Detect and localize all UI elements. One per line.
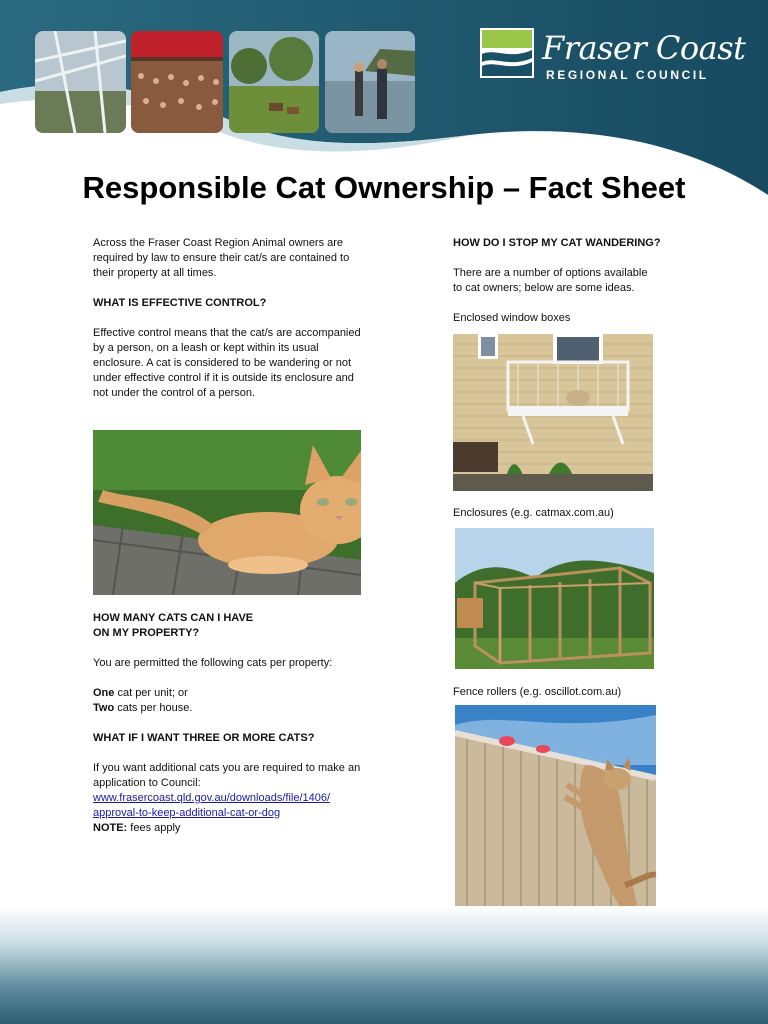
one-cat-per-unit-line — [93, 686, 365, 701]
how-many-cats-heading-line2: ON MY PROPERTY? — [93, 627, 200, 639]
left-column-lower — [93, 611, 365, 836]
right-column — [453, 236, 668, 326]
application-link[interactable]: www.frasercoast.qld.gov.au/downloads/file/1406/ — [93, 792, 331, 804]
logo-name-text: Fraser Coast — [542, 29, 746, 67]
ginger-cat-photo — [93, 430, 361, 595]
countryside-horses-photo — [229, 31, 319, 133]
intro-paragraph: Across the Fraser Coast Region Animal owners are required by law to ensure their cat/s are contained to their property at all times. — [93, 237, 350, 279]
theatre-audience-photo — [131, 31, 223, 133]
logo-subtitle-text: REGIONAL COUNCIL — [546, 68, 709, 82]
window-box-caption: Enclosed window boxes — [453, 312, 571, 324]
enclosure-photo — [455, 528, 654, 669]
one-rest: cat per unit; or — [114, 687, 188, 699]
two-cats-per-house-line — [93, 701, 365, 716]
note-rest: fees apply — [127, 822, 181, 834]
fraser-coast-logo — [480, 28, 750, 88]
footer-gradient — [0, 906, 768, 1024]
effective-control-heading: WHAT IS EFFECTIVE CONTROL? — [93, 297, 267, 309]
stop-wandering-heading: HOW DO I STOP MY CAT WANDERING? — [453, 237, 661, 249]
fence-roller-photo — [455, 705, 656, 925]
permitted-cats-text: You are permitted the following cats per property: — [93, 657, 333, 669]
beach-couple-photo — [325, 31, 415, 133]
roller-caption-wrap — [453, 685, 668, 700]
enclosure-caption-wrap — [453, 506, 668, 521]
two-label: Two — [93, 702, 115, 714]
three-or-more-heading: WHAT IF I WANT THREE OR MORE CATS? — [93, 732, 315, 744]
fence-roller-caption: Fence rollers (e.g. oscillot.com.au) — [453, 686, 622, 698]
two-rest: cats per house. — [114, 702, 193, 714]
one-label: One — [93, 687, 115, 699]
effective-control-paragraph: Effective control means that the cat/s are accompanied by a person, on a leash or kept within its usual enclosure. A cat is considered to be wandering or not under effective control if it is outside its enclosure and not under the control of a person. — [93, 327, 361, 399]
note-label: NOTE: — [93, 822, 128, 834]
fees-note — [93, 821, 365, 836]
application-link-line1 — [93, 791, 365, 806]
stadium-crowd-photo — [35, 31, 126, 133]
enclosure-caption: Enclosures (e.g. catmax.com.au) — [453, 507, 614, 519]
application-link-continued[interactable]: approval-to-keep-additional-cat-or-dog — [93, 807, 281, 819]
application-link-line2 — [93, 806, 365, 821]
options-text-line2: to cat owners; below are some ideas. — [453, 282, 635, 294]
logo-mark-icon — [480, 28, 534, 78]
options-text-line1: There are a number of options available — [453, 267, 648, 279]
how-many-cats-heading-line1: HOW MANY CATS CAN I HAVE — [93, 612, 254, 624]
application-text: If you want additional cats you are required to make an application to Council: — [93, 762, 361, 789]
left-column — [93, 236, 365, 401]
page-title: Responsible Cat Ownership – Fact Sheet — [82, 170, 686, 205]
window-box-photo — [453, 334, 653, 491]
